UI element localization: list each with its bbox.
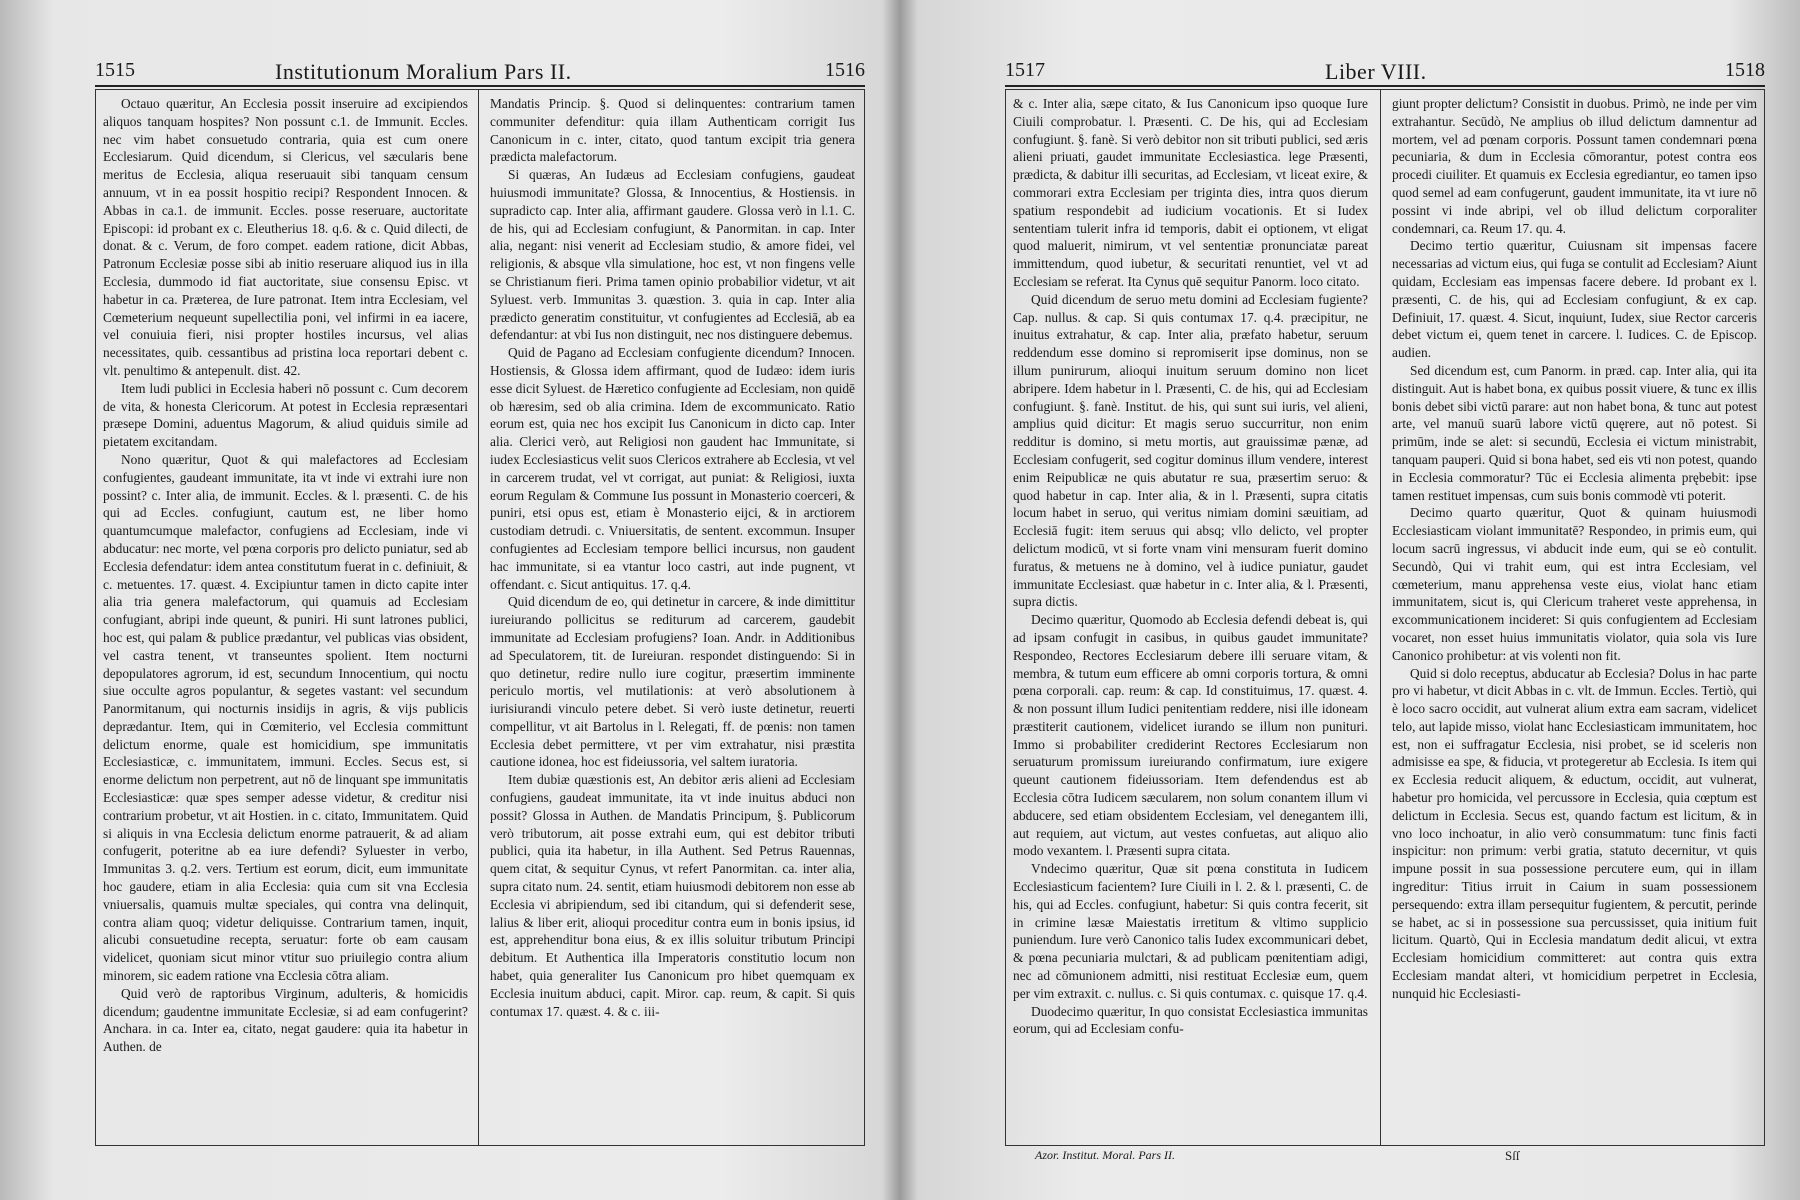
paragraph: Decimo quarto quæritur, Quot & quinam huiusmodi Ecclesiasticam violant immunitatē? Respondeo, in primis eum, qui locum sacrū ingressus, vi abducit inde eum, qui se eò contulit. Secundò, Qui vi trahit eum, qui est intra Ecclesiam, vel cœmeterium, manu apprehensa veste eius, violat hanc etiam immunitatem, sicut is, qui Clericum traheret veste apprehensa, in excommunicationem incideret: Si quis confugientem ad Ecclesiam vocaret, non esset huius immunitatis violator, quia sola vis Iure Canonico prohibetur: at vis volenti non fit. (1392, 505, 1757, 663)
footer-signature: Azor. Institut. Moral. Pars II. (1035, 1148, 1176, 1162)
page-footer (1005, 1148, 1765, 1168)
right-page-column-1 (1013, 95, 1368, 1140)
paragraph: Quid si dolo receptus, abducatur ab Ecclesia? Dolus in hac parte pro vi habetur, vt dicit Abbas in c. vlt. de Immun. Eccles. Tertiò, qui è loco sacro occidit, aut vulnerat alium extra eam sacram, videlicet telo, aut lapide misso, violat hanc Ecclesiasticam immunitatem, hoc est, non ei suffragatur Ecclesia, nisi probet, se id sceleris non admisisse ea spe, & fiducia, vt protegeretur ab Ecclesia. Is item qui ex Ecclesia reducit aliquem, & eductum, occidit, aut vulnerat, habetur pro homicida, vel percussore in Ecclesia, quia cœptum est delictum in Ecclesia. Secus est, quando factum est licitum, & in vno loco inchoatur, in alio verò consummatum: tunc finis facti inspicitur: non primum: verbi gratia, statuto decernitur, vt quis impune possit in sua possessione percutere eum, qui in illam ingreditur: Titius irruit in Caium in suam possessionem persequendo: extra illam persequitur fugientem, & percutit, perinde se habet, ac si in possessione sua percussisset, quia initium fuit licitum. Quartò, Qui in Ecclesia mandatum dedit alicui, vt extra Ecclesiam homicidium committeret: aut contra quis extra Ecclesiam mandat alteri, vt homicidium perpetret in Ecclesia, nunquid hic Ecclesiasti- (1392, 665, 1757, 1001)
page-number-1518: 1518 (1725, 59, 1765, 81)
paragraph: Item dubiæ quæstionis est, An debitor æris alieni ad Ecclesiam confugiens, gaudeat immunitate, ita vt inde inuitus abduci non possit? Glossa in Authen. de Mandatis Principum, §. Publicorum verò tributorum, ait posse extrahi eum, qui est debitor tributi publici, quia ita habetur, in illa Authent. Sed Petrus Rauennas, quem citat, & sequitur Cynus, vt refert Panormitan. ca. inter alia, supra citato num. 24. sentit, etiam huiusmodi debitorem non esse ab Ecclesia vi abripiendum, sed ibi citandum, qui si defenderit sese, lalius & liber erit, alioqui proceditur contra eum in bonis ipsius, id est, apprehenditur bona eius, & ex illis soluitur tributum Principi debitum. Et Authentica illa Imperatoris constitutio locum non habet, quia generaliter Ius Canonicum pro hibet quemquam ex Ecclesia inuitum abduci, capit. Miror. cap. reum, & capit. Si quis contumax 17. quæst. 4. & c. iii- (490, 772, 855, 1019)
left-page-column-1 (103, 95, 468, 1140)
paragraph: Quid dicendum de seruo metu domini ad Ecclesiam fugiente? Cap. nullus. & cap. Si quis contumax 17. q.4. præcipitur, ne inuitus extrahatur, & cap. Inter alia, præfato habetur, seruum reddendum esse domino si repromiserit ipse dominus, non se illum punirurum, alioqui inuitum seruum domino non licet abripere. Idem habetur in l. Præsenti, C. de his, qui ad Ecclesiam confugiunt. §. fanè. Institut. de his, qui sunt sui iuris, vel alieni, amplius quid dicitur: Et magis seruo succurritur, non enim redditur is domino, si metu mortis, aut grauissimæ pænæ, ad Ecclesiam confugerit, sed cogitur dominus illum vendere, interest enim Reipublicæ ne quis abutatur re sua, præsertim seruo: & quod habetur in cap. Inter alia, & in l. Præsenti, supra citatis locum habet in seruo, qui veritus nimiam domini sæuitiam, ad Ecclesiā fugit: item seruus qui absq; vllo delicto, vel propter delictum modicū, vt si forte vnam vini mensuram fuerit domino furatus, & metuens ne à domino, vel à iudice puniatur, gaudet immunitate Ecclesiast. quæ habetur in c. Inter alia, & l. Præsenti, supra dictis. (1013, 291, 1368, 610)
right-running-head (1005, 55, 1765, 83)
paragraph: Nono quæritur, Quot & qui malefactores ad Ecclesiam confugientes, gaudeant immunitate, ita vt inde vi extrahi iure non possint? c. Inter alia, de immunit. Eccles. & l. præsenti. C. de his qui ad Eccles. confugiunt, cautum est, ne liber homo quantumcumque malefactor, confugiens ad Ecclesiam, inde vi abducatur: nec morte, vel pœna corporis pro delicto puniatur, sed ab Ecclesia defendatur: idem antea constitutum fuerat in c. definiuit, & c. metuentes. 17. quæst. 4. Excipiuntur tamen in dicto capite inter alia tria genera malefactorum, qui quamuis ad Ecclesiam confugiant, abripi inde queunt, & puniri. Hi sunt latrones publici, hoc est, qui palam & publice prædantur, vel publicas vias obsident, vel castra tenent, vt transeuntes spolient. Item nocturni depopulatores agrorum, id est, secundum Innocentium, qui noctu siue occulte agros populantur, & segetes vastant: vel secundum Panormitanum, qui nocturnis insidijs in agris, & vijs publicis deprædantur. Item, qui in Cœmiterio, vel Ecclesia committunt delictum enorme, quale est homicidium, spe immunitatis Ecclesiasticæ, c. immunitatem, immuni. Eccles. Secus est, si enorme delictum non perpetrent, aut nō de linquant spe immunitatis Ecclesiasticæ: quæ spes semper adesse videtur, & creditur nisi contrarium probetur, vt ait Hostien. in c. citato, Immunitatem. Quid si aliquis in vna Ecclesia delictum enorme patrauerit, & ad aliam confugerit, poteritne ab ea iure defendi? Syluester in verbo, Immunitas 3. q.2. vers. Tertium est eorum, dicit, eum immunitate hoc gaudere, etiam in alia Ecclesia: quia cum sit vna Ecclesia vniuersalis, quamuis multæ speciales, qui contra vna delinquit, contra aliam quoq; videtur deliquisse. Contrarium tamen, inquit, alicubi consuetudine recepta, seruatur: forte ob eam causam videlicet, quoniam sicut minor vtitur suo priuilegio contra alium minorem, sic eadem ratione vna Ecclesia cōtra aliam. (103, 451, 468, 984)
column-divider (1380, 89, 1381, 1146)
paragraph: Decimo tertio quæritur, Cuiusnam sit impensas facere necessarias ad victum eius, qui fuga se contulit ad Ecclesiam? Aiunt quidam, Ecclesiam eas impensas facere debere. Id probant ex l. præsenti, C. de his, qui ad Ecclesiam confugiunt, & ex cap. Definiuit, 17. quæst. 4. Sicut, inquiunt, Iudex, siue Rector carceris debet victum ei, quem tenet in carcere. l. Iudices. C. de Episcop. audien. (1392, 238, 1757, 361)
right-page-column-2 (1392, 95, 1757, 1140)
paragraph: Quid verò de raptoribus Virginum, adulteris, & homicidis dicendum; gaudentne immunitate Ecclesiæ, si ad eam confugerint? Anchara. in ca. Inter ea, citato, negat gaudere: quia ita habetur in Authen. de (103, 985, 468, 1055)
paragraph: Quid de Pagano ad Ecclesiam confugiente dicendum? Innocen. Hostiensis, & Glossa idem affirmant, quod de Iudæo: idem iuris esse dicit Syluest. de Hæretico confugiente ad Ecclesiam, non quidē ob hæresim, sed ob alia crimina. Idem de excommunicato. Ratio eorum est, quia nec hos excipit Ius Canonicum in dicto cap. Inter alia. Clerici verò, aut Religiosi non gaudent hac Immunitate, si iudex Ecclesiasticus velit suos Clericos extrahere ab Ecclesia, vt vel in carcerem trudat, vel vt corrigat, aut puniat: & Religiosi, iuxta eorum Regulam & Commune Ius possunt in Monasterio coerceri, & puniri, etsi opus est, etiam è Monasterio eijci, & in arctiorem custodiam detrudi. c. Vniuersitatis, de sentent. excommun. Insuper confugientes ad Ecclesiam tempore bellici incursus, non gaudent hac immunitate, si ea vtantur loco castri, aut inde pugnent, vt offendant. c. Sicut antiquitus. 17. q.4. (490, 345, 855, 592)
column-divider (478, 89, 479, 1146)
paragraph: Si quæras, An Iudæus ad Ecclesiam confugiens, gaudeat huiusmodi immunitate? Glossa, & Innocentius, & Hostiensis. in supradicto cap. Inter alia, affirmant gaudere. Glossa verò in l.1. C. de his, qui ad Ecclesiam confugiunt, & Panormitan. in cap. Inter alia, negant: nisi venerit ad Ecclesiam studio, & amore fidei, vel religionis, & absque vlla simulatione, hoc est, vt non fingens velle se Christianum fieri. Prima tamen opinio probabilior videtur, vt ait Syluest. verb. Immunitas 3. quæstion. 3. quia in cap. Inter alia prædicto generatim constituitur, vt confugientes ad Ecclesiā, ab ea defendantur: at vbi Ius non distinguit, nec nos distinguere debemus. (490, 167, 855, 343)
paragraph: Item ludi publici in Ecclesia haberi nō possunt c. Cum decorem de vita, & honesta Clericorum. At potest in Ecclesia repræsentari præsepe Domini, aduentus Magorum, & aliud quiduis simile ad pietatem excitandam. (103, 380, 468, 450)
left-page-column-2 (490, 95, 855, 1140)
paragraph: giunt propter delictum? Consistit in duobus. Primò, ne inde per vim extrahantur. Secūdò, Ne amplius ob illud delictum damnentur ad mortem, vel ad pœnam corporis. Possunt tamen condemnari pœna pecuniaria, & dum in Ecclesia cōmorantur, potest contra eos procedi ciuiliter. Et quamuis ex Ecclesia egrediantur, eo tamen ipso quod semel ad eam confugerunt, gaudent immunitate, ita vt iure nō possint vi inde abripi, vel ob illud delictum corporaliter condemnari, ca. Reum 17. qu. 4. (1392, 96, 1757, 236)
paragraph: Mandatis Princip. §. Quod si delinquentes: contrarium tamen communiter defenditur: quia illam Authenticam corrigit Ius Canonicum in c. inter, citato, quod tantum excipit tria genera prædicta malefactorum. (490, 96, 855, 165)
page-number-1517: 1517 (1005, 59, 1045, 81)
paragraph: Decimo quæritur, Quomodo ab Ecclesia defendi debeat is, qui ad ipsam confugit in casibus, in quibus gaudet immunitate? Respondeo, Rectores Ecclesiarum debere illi seruare vitam, & membra, & tutum eum efficere ab omni corporis tortura, & omni pœna corporali. cap. reum: & cap. Id constituimus, 17. quæst. 4. & non possunt illum Iudici penitentiam reddere, nisi ille idoneam præstiterit cautionem, videlicet iurando se illum non punituri. Immo si probabiliter crediderint Rectores Ecclesiarum non seruaturum promissum iureiurando confirmatum, iure exigere queunt cautionem fideiussoriam. Item defendendus est ab Ecclesia cōtra Iudicem sæcularem, non solum conantem illum vi abducere, sed etiam obsidentem Ecclesiam, vel denegantem illi, aut requiem, aut victum, aut vestes confuetas, aut aliquo alio modo vexantem. l. Præsenti supra citata. (1013, 612, 1368, 859)
right-page (1005, 55, 1765, 1163)
left-running-head (95, 55, 865, 83)
paragraph: Octauo quæritur, An Ecclesia possit inseruire ad excipiendos aliquos tanquam hospites? Non possunt c.1. de Immunit. Eccles. nec vim habet consuetudo contraria, quia est cum onere Ecclesiarum. Quid dicendum, si Clericus, vel sæcularis bene meritus de Ecclesia, aliqua reseruauit sibi tanquam censum annuum, vt in ea possit hospitio recipi? Respondent Innocen. & Abbas in ca.1. de immunit. Eccles. posse reseruare, auctoritate Episcopi: id probant ex c. Eleutherius 18. q.6. & c. Quid dilecti, de donat. & c. Verum, de foro compet. eadem ratione, dicit Abbas, Patronum Ecclesiæ posse sibi ab initio reseruare aliquod ius in illa Ecclesia, dummodo id fiat auctoritate, siue consensu Episc. vt habetur in ca. Præterea, de Iure patronat. Item intra Ecclesiam, vel Cœmeterium nequeunt supellectilia poni, vel infirmi in ea iacere, vel conuiuia fieri, nisi propter hostiles incursus, vel alias necessitates, quib. cessantibus ad pristina loca reportari debent c. vlt. penultimo & antepenult. dist. 42. (103, 96, 468, 378)
paragraph: & c. Inter alia, sæpe citato, & Ius Canonicum ipso quoque Iure Ciuili comprobatur. l. Præsenti. C. De his, qui ad Ecclesiam confugiunt. §. fanè. Si verò debitor non sit tributi publici, sed æris alieni priuati, gaudet immunitate Ecclesiastica. lege Præsenti, prædicta, & dabitur illi securitas, ad Ecclesiam, vt liceat exire, & commorari extra Ecclesiam per triginta dies, intra quos dierum spatium respondebit ad iudicium vocationis. Et si Iudex sententiam tulerit infra id temporis, dabit ei optionem, vt eligat quod maluerit, nimirum, vt vel sententiæ pronunciatæ pareat immittendum, quod iubetur, & securitati renuntiet, vel vt ad Ecclesiam se referat. Ita Cynus quē sequitur Panorm. loco citato. (1013, 96, 1368, 289)
footer-signature-mark: Sſſ (1505, 1148, 1520, 1163)
paragraph: Duodecimo quæritur, In quo consistat Ecclesiastica immunitas eorum, qui ad Ecclesiam confu- (1013, 1003, 1368, 1037)
page-number-1516: 1516 (825, 59, 865, 81)
running-title-right: Liber VIII. (1325, 59, 1427, 84)
running-title-left: Institutionum Moralium Pars II. (275, 59, 572, 84)
paragraph: Quid dicendum de eo, qui detinetur in carcere, & inde dimittitur iureiurando pollicitus se rediturum ad carcerem, gaudebit immunitate ad Ecclesiam profugiens? Ioan. Andr. in Additionibus ad Speculatorem, tit. de Iureiuran. respondet distinguendo: Si in quo detinetur, redire nullo iure cogitur, præsertim imminente periculo mortis, vel mutilationis: at verò absolutionem à iurisiurandi vinculo petere debet. Si verò iuste detinetur, reuerti compellitur, vt ait Bartolus in l. Relegati, ff. de pœnis: non tamen Ecclesia debet permittere, vt per vim extrahatur, nisi præstita cautione idonea, hoc est fideiussoria, vel saltem iuratoria. (490, 594, 855, 770)
paragraph: Sed dicendum est, cum Panorm. in præd. cap. Inter alia, qui ita distinguit. Aut is habet bona, ex quibus possit viuere, & tunc ex illis bonis debet sibi victū parare: aut non habet bona, & tunc aut potest arte, vel manuū suarū labore victū quęrere, aut nō potest. Si primūm, inde se alet: si secundū, Ecclesia ei victum ministrabit, tanquam pauperi. Quid si bona habet, sed eis vti non potest, quando in Ecclesia commoratur? Tūc ei Ecclesia alimenta prębebit: ipse tamen restituet impensas, cum suis bonis commodè vti poterit. (1392, 362, 1757, 503)
paragraph: Vndecimo quæritur, Quæ sit pœna constituta in Iudicem Ecclesiasticum facientem? Iure Ciuili in l. 2. & l. præsenti, C. de his, qui ad Eccles. confugiunt, habetur: Si quis contra fecerit, sit in crimine læsæ Maiestatis irretitum & vltimo supplicio puniendum. Iure verò Canonico talis Iudex excommunicari debet, & pœna pecuniaria mulctari, & ad publicam pœnitentiam adigi, nec ad cōmunionem admitti, nisi restituat Ecclesiæ eum, quem per vim extraxit. c. nullus. c. Si quis contumax. c. quisque 17. q.4. (1013, 861, 1368, 1001)
page-number-1515: 1515 (95, 59, 135, 81)
left-page (95, 55, 865, 1160)
header-rule (95, 85, 865, 87)
header-rule (1005, 85, 1765, 87)
